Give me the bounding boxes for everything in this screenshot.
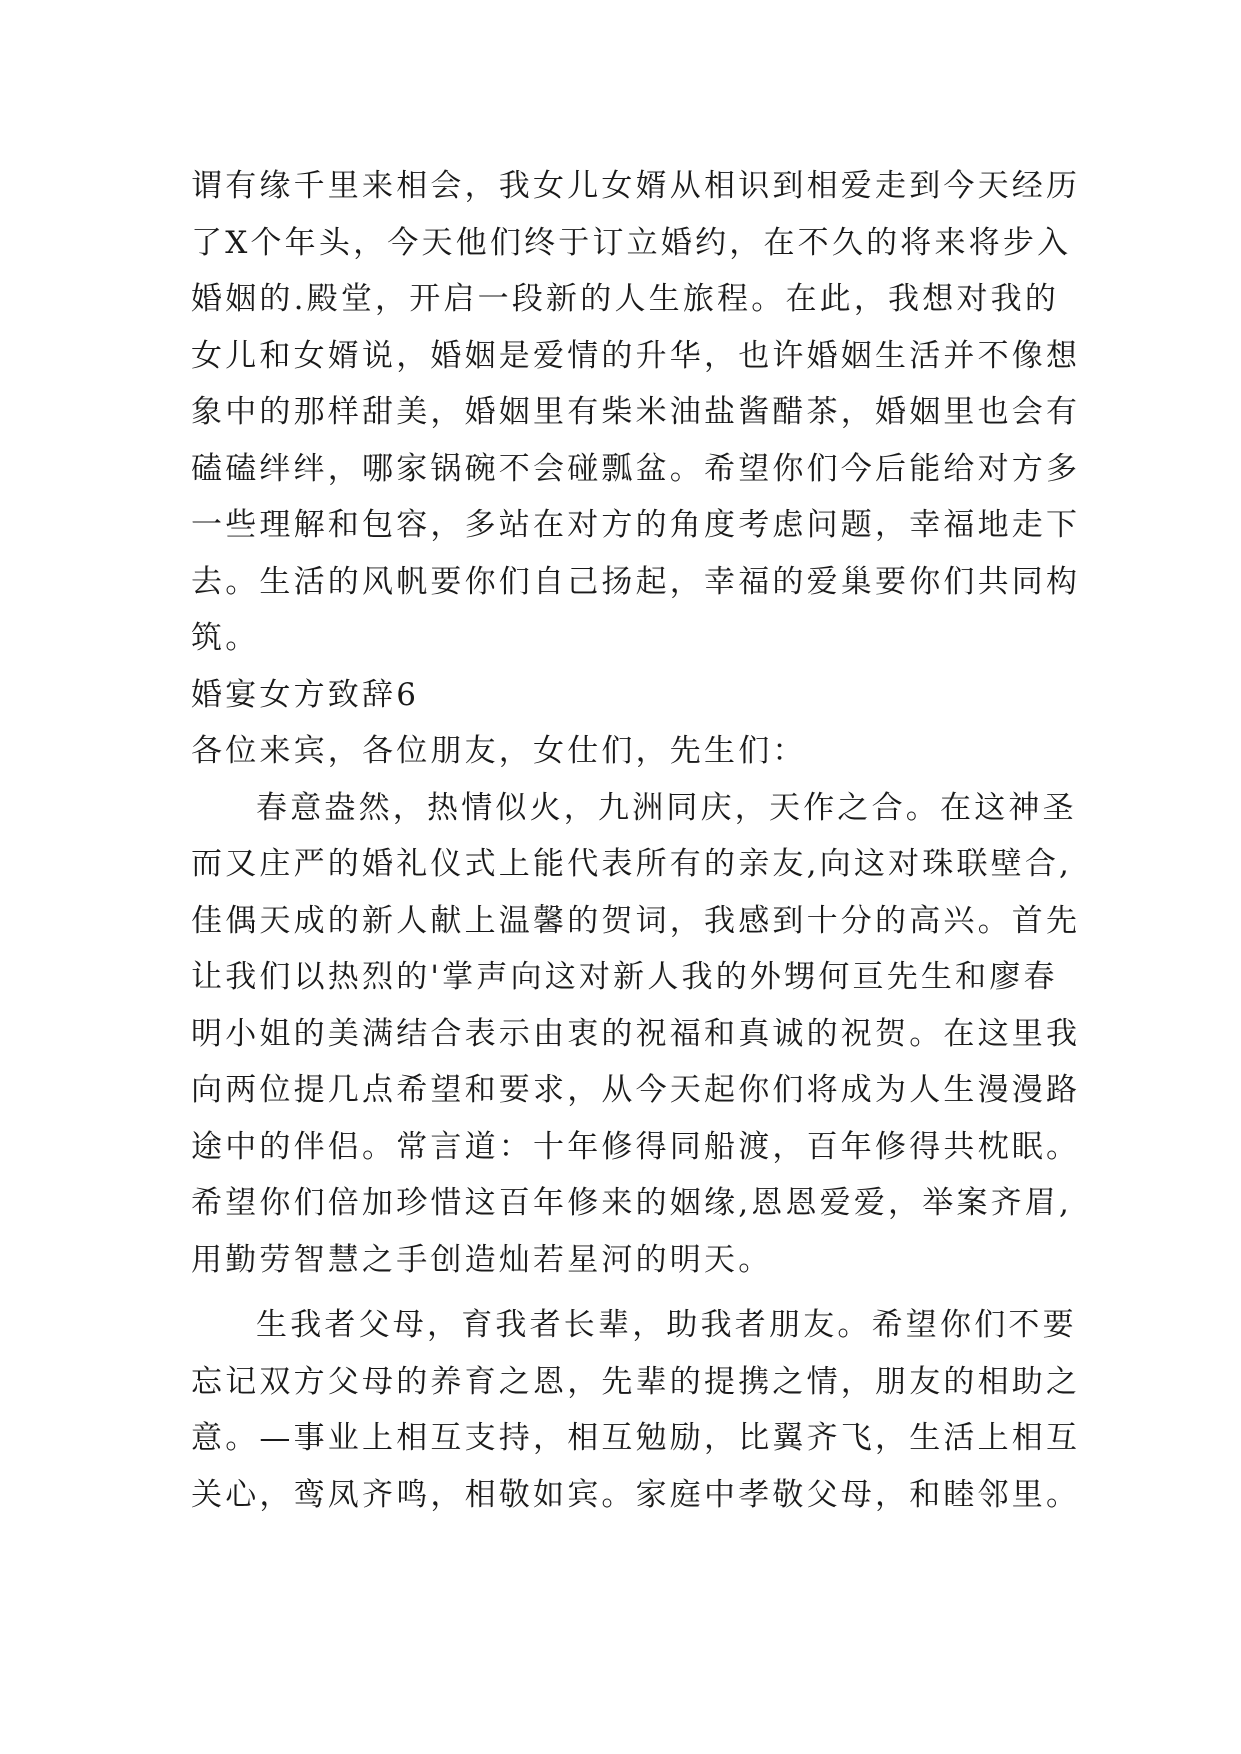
salutation: 各位来宾，各位朋友，女仕们，先生们： [191,733,807,769]
text-line: 用勤劳智慧之手创造灿若星河的明天。 [191,1241,773,1278]
text-line: 佳偶天成的新人献上温馨的贺词，我感到十分的高兴。首先 [191,902,1081,939]
text-line: 谓有缘千里来相会，我女儿女婿从相识到相爱走到今天经历 [191,168,1081,204]
section-title: 婚宴女方致辞6 [191,676,420,713]
text-line: 关心，鸾凤齐鸣，相敬如宾。家庭中孝敬父母，和睦邻里。 [191,1476,1081,1513]
text-line: 去。生活的风帆要你们自己扬起，幸福的爱巢要你们共同构 [191,563,1081,600]
text-line: 一些理解和包容，多站在对方的角度考虑问题，幸福地走下 [191,507,1081,543]
text-line: 希望你们倍加珍惜这百年修来的姻缘,恩恩爱爱，举案齐眉, [191,1185,1073,1221]
text-line: 而又庄严的婚礼仪式上能代表所有的亲友,向这对珠联壁合, [191,846,1073,882]
text-line: 让我们以热烈的'掌声向这对新人我的外甥何亘先生和廖春 [191,959,1058,995]
text-line: 忘记双方父母的养育之恩，先辈的提携之情，朋友的相助之 [191,1363,1081,1400]
paragraph-2 [191,1297,1081,1523]
text-line: 筑。 [191,620,260,656]
text-line: 婚姻的.殿堂，开启一段新的人生旅程。在此，我想对我的 [191,281,1060,317]
paragraph-1 [191,780,1081,1289]
continued-paragraph [191,158,1081,667]
text-line: 生我者父母，育我者长辈，助我者朋友。希望你们不要 [256,1307,1077,1343]
text-line: 了X个年头，今天他们终于订立婚约，在不久的将来将步入 [191,224,1072,261]
document-body [191,158,1081,1523]
text-line: 明小姐的美满结合表示由衷的祝福和真诚的祝贺。在这里我 [191,1015,1081,1052]
text-line: 途中的伴侣。常言道：十年修得同船渡，百年修得共枕眠。 [191,1128,1081,1165]
text-line: 意。—事业上相互支持，相互勉励，比翼齐飞，生活上相互 [191,1420,1081,1456]
text-line: 磕磕绊绊，哪家锅碗不会碰瓢盆。希望你们今后能给对方多 [191,450,1081,487]
text-line: 向两位提几点希望和要求，从今天起你们将成为人生漫漫路 [191,1072,1081,1108]
text-line: 春意盎然，热情似火，九洲同庆，天作之合。在这神圣 [256,789,1077,826]
text-line: 女儿和女婿说，婚姻是爱情的升华，也许婚姻生活并不像想 [191,337,1081,374]
text-line: 象中的那样甜美，婚姻里有柴米油盐酱醋茶，婚姻里也会有 [191,394,1081,430]
paragraph-gap [191,1288,1081,1297]
